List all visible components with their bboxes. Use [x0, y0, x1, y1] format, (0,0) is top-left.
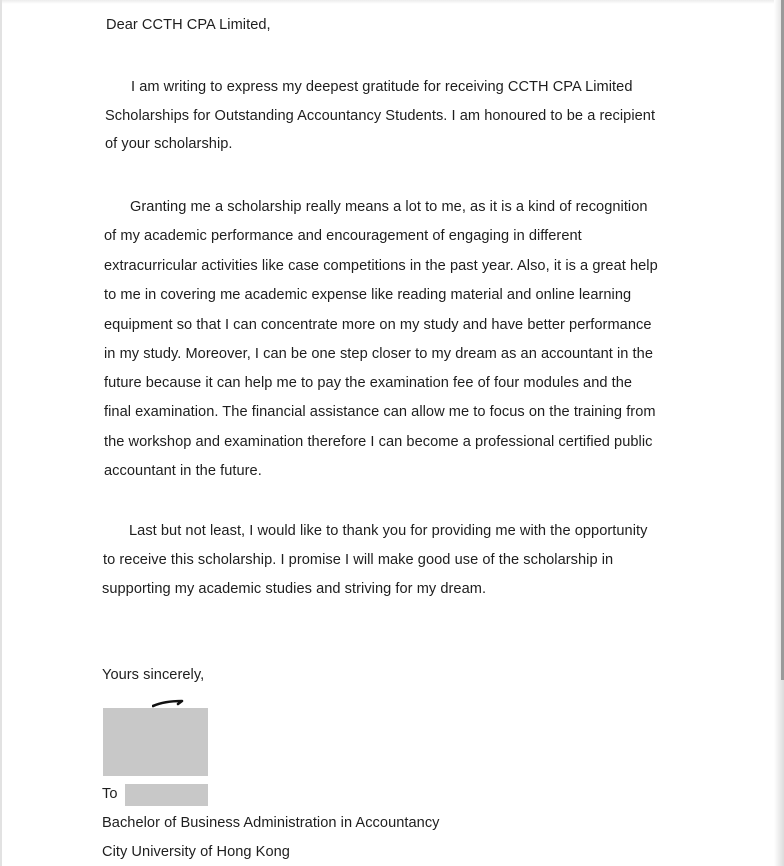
paragraph-1-line: I am writing to express my deepest gratitude for receiving CCTH CPA Limited [131, 79, 633, 95]
paragraph-2-line: equipment so that I can concentrate more on my study and have better performance [104, 317, 652, 333]
salutation: Dear CCTH CPA Limited, [106, 17, 271, 33]
paragraph-3-line: Last but not least, I would like to thank you for providing me with the opportunity [129, 523, 648, 539]
to-label: To [102, 786, 118, 802]
paragraph-2-line: to me in covering me academic expense like reading material and online learning [104, 287, 632, 303]
paragraph-2-line: final examination. The financial assistance can allow me to focus on the training from [104, 404, 656, 420]
redacted-signature [103, 708, 208, 776]
paragraph-2-line: extracurricular activities like case competitions in the past year. Also, it is a great help [104, 258, 658, 274]
paragraph-2-line: of my academic performance and encouragement of engaging in different [104, 228, 582, 244]
paragraph-3-line: to receive this scholarship. I promise I will make good use of the scholarship in [103, 552, 614, 568]
closing: Yours sincerely, [102, 667, 205, 683]
program-name: Bachelor of Business Administration in Accountancy [102, 815, 440, 831]
paragraph-2-line: accountant in the future. [104, 463, 262, 479]
university-name: City University of Hong Kong [102, 844, 290, 860]
paragraph-3-line: supporting my academic studies and striving for my dream. [102, 581, 487, 597]
paragraph-1-line: of your scholarship. [105, 136, 233, 152]
paragraph-1-line: Scholarships for Outstanding Accountancy Students. I am honoured to be a recipient [105, 108, 656, 124]
paragraph-2-line: future because it can help me to pay the examination fee of four modules and the [104, 375, 633, 391]
paragraph-2-line: Granting me a scholarship really means a lot to me, as it is a kind of recognition [130, 199, 648, 215]
page-top-shadow [2, 0, 784, 4]
paragraph-2-line: in my study. Moreover, I can be one step closer to my dream as an accountant in the [104, 346, 653, 362]
paragraph-2-line: the workshop and examination therefore I can become a professional certified public [104, 434, 653, 450]
redacted-name [125, 784, 208, 806]
